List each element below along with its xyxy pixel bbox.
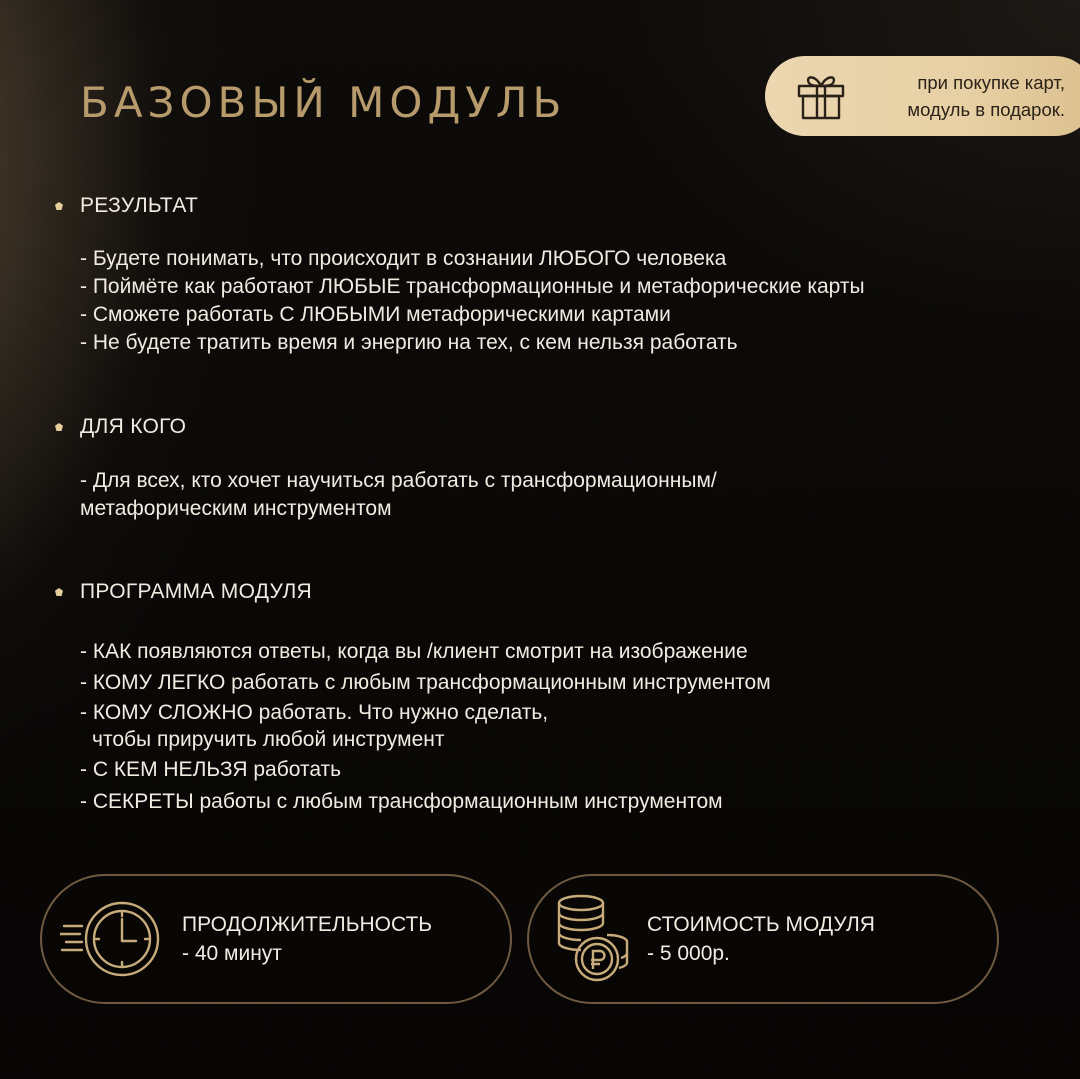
page-title: БАЗОВЫЙ МОДУЛЬ [80,78,567,127]
price-text [647,910,875,968]
section-program [55,577,1055,817]
duration-title: ПРОДОЛЖИТЕЛЬНОСТЬ [182,913,433,936]
price-card [527,874,999,1004]
list-item: - Будете понимать, что происходит в сознании ЛЮБОГО человека [80,247,727,270]
gift-icon [795,70,847,122]
price-title: СТОИМОСТЬ МОДУЛЯ [647,913,875,936]
section-title: РЕЗУЛЬТАТ [80,194,199,217]
list-item: - КАК появляются ответы, когда вы /клиент смотрит на изображение [80,640,748,663]
list-item: - Поймёте как работают ЛЮБЫЕ трансформационные и метафорические карты [80,275,865,298]
section-audience [55,412,1055,523]
clock-icon [60,894,180,984]
section-result [55,191,1055,357]
section-lines [80,467,1055,523]
gift-badge [765,56,1080,136]
price-value: - 5 000р. [647,942,730,965]
bullet-icon [55,588,63,596]
section-lines [80,636,1055,817]
list-item: - Сможете работать С ЛЮБЫМИ метафорическими картами [80,303,671,326]
duration-value: - 40 минут [182,942,282,965]
list-item: - С КЕМ НЕЛЬЗЯ работать [80,758,342,781]
list-item: - Не будете тратить время и энергию на тех, с кем нельзя работать [80,331,738,354]
section-title: ПРОГРАММА МОДУЛЯ [80,580,312,603]
section-title: ДЛЯ КОГО [80,415,187,438]
gift-badge-line-1: при покупке карт, [917,72,1065,93]
gift-badge-text [855,69,1065,123]
gift-badge-line-2: модуль в подарок. [907,99,1065,120]
list-item: чтобы приручить любой инструмент [92,728,445,751]
list-item: метафорическим инструментом [80,497,392,520]
bullet-icon [55,202,63,210]
duration-card [40,874,512,1004]
section-lines [80,245,1055,357]
bullet-icon [55,423,63,431]
list-item: - Для всех, кто хочет научиться работать с трансформационным/ [80,469,717,492]
list-item: - СЕКРЕТЫ работы с любым трансформационным инструментом [80,790,723,813]
list-item: - КОМУ ЛЕГКО работать с любым трансформационным инструментом [80,671,771,694]
coins-ruble-icon [551,889,641,989]
duration-text [182,910,432,968]
list-item: - КОМУ СЛОЖНО работать. Что нужно сделать, [80,701,549,724]
